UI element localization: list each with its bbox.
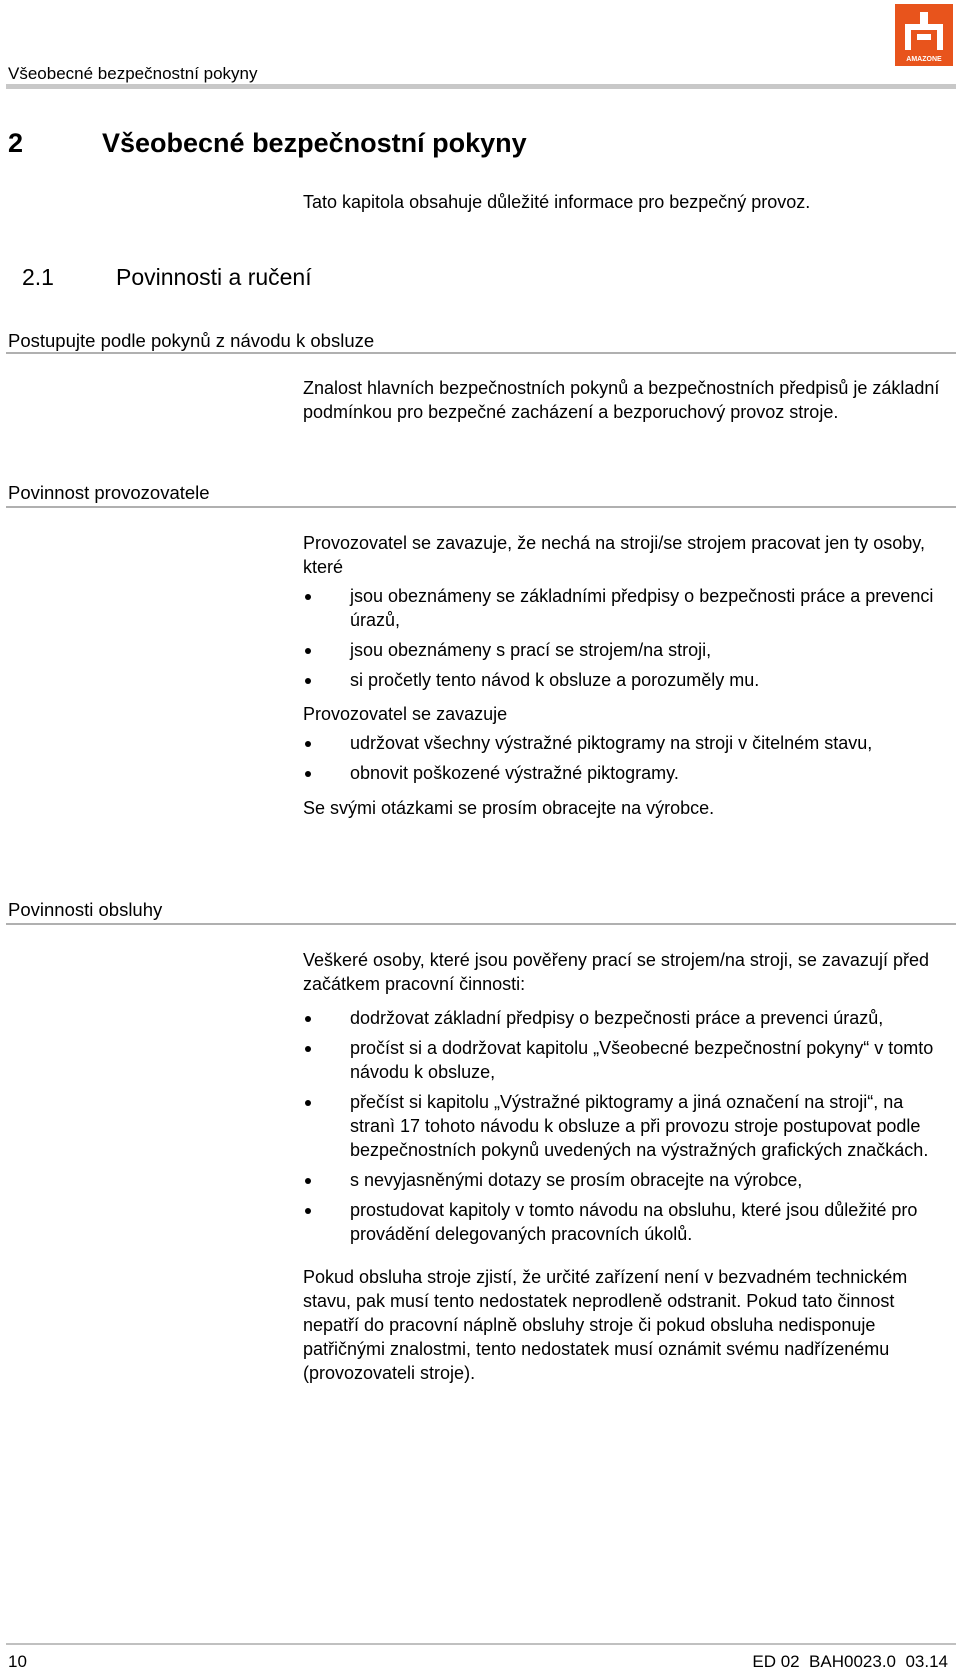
list-item: udržovat všechny výstražné piktogramy na stroji v čitelném stavu, bbox=[303, 731, 948, 755]
operator-obligation-content bbox=[303, 531, 948, 820]
paragraph: Provozovatel se zavazuje, že nechá na stroji/se strojem pracovat jen ty osoby, které bbox=[303, 533, 925, 577]
obey-instructions-text bbox=[303, 376, 948, 424]
bullet-list bbox=[303, 584, 948, 692]
bullet-list bbox=[303, 731, 948, 785]
chapter-number: 2 bbox=[8, 128, 24, 158]
page-number: 10 bbox=[8, 1652, 27, 1671]
paragraph: Provozovatel se zavazuje bbox=[303, 704, 508, 724]
chapter-intro: Tato kapitola obsahuje důležité informace pro bezpečný provoz. bbox=[303, 192, 811, 212]
list-item: jsou obeznámeny se základními předpisy o bezpečnosti práce a prevenci úrazů, bbox=[303, 584, 948, 632]
section-title: Povinnosti a ručení bbox=[116, 264, 312, 290]
operator-duties-content bbox=[303, 948, 948, 1385]
section-heading bbox=[22, 264, 312, 291]
amazone-logo bbox=[895, 4, 953, 66]
header-rule bbox=[6, 84, 956, 89]
bullet-list bbox=[303, 1006, 948, 1246]
list-item: si pročetly tento návod k obsluze a porozuměly mu. bbox=[303, 668, 948, 692]
list-item: dodržovat základní předpisy o bezpečnosti práce a prevenci úrazů, bbox=[303, 1006, 948, 1030]
side-heading-label: Postupujte podle pokynů z návodu k obsluze bbox=[8, 330, 375, 351]
side-heading-rule bbox=[6, 923, 956, 925]
side-heading-operator-obligation bbox=[8, 482, 958, 504]
side-heading-operator-duties bbox=[8, 899, 958, 921]
side-heading-rule bbox=[6, 352, 956, 354]
side-heading-obey-instructions bbox=[8, 330, 958, 352]
chapter-heading bbox=[8, 128, 527, 159]
section-number: 2.1 bbox=[22, 264, 54, 290]
list-item: prostudovat kapitoly v tomto návodu na obsluhu, které jsou důležité pro provádění delegovaných pracovních úkolů. bbox=[303, 1198, 948, 1246]
running-header-title: Všeobecné bezpečnostní pokyny bbox=[8, 64, 258, 83]
footer-rule bbox=[6, 1643, 956, 1645]
logo-text: AMAZONE bbox=[906, 56, 942, 63]
side-heading-label: Povinnost provozovatele bbox=[8, 482, 210, 503]
paragraph: Pokud obsluha stroje zjistí, že určité zařízení není v bezvadném technickém stavu, pak musí tento nedostatek neprodleně odstranit. Pokud tato činnost nepatří do pracovní náplně obsluhy stroje či pokud obsluha nedisponuje patřičnými znalostmi, tento nedostatek musí oznámit svému nadřízenému (provozovateli stroje). bbox=[303, 1267, 908, 1383]
list-item: přečíst si kapitolu „Výstražné piktogramy a jiná označení na stroji“, na stranì 17 tohoto návodu k obsluze a při provozu stroje postupovat podle bezpečnostních pokynů uvedených na výstražných grafických značkách. bbox=[303, 1090, 948, 1162]
paragraph: Se svými otázkami se prosím obracejte na výrobce. bbox=[303, 798, 715, 818]
amazone-logo-icon bbox=[895, 4, 953, 66]
paragraph: Veškeré osoby, které jsou pověřeny prací se strojem/na stroji, se zavazují před začátkem pracovní činnosti: bbox=[303, 950, 929, 994]
paragraph: Znalost hlavních bezpečnostních pokynů a bezpečnostních předpisů je základní podmínkou pro bezpečné zacházení a bezporuchový provoz stroje. bbox=[303, 378, 940, 422]
document-id: ED 02 BAH0023.0 03.14 bbox=[752, 1652, 948, 1671]
side-heading-rule bbox=[6, 506, 956, 508]
side-heading-label: Povinnosti obsluhy bbox=[8, 899, 163, 920]
list-item: pročíst si a dodržovat kapitolu „Všeobecné bezpečnostní pokyny“ v tomto návodu k obsluze, bbox=[303, 1036, 948, 1084]
list-item: obnovit poškozené výstražné piktogramy. bbox=[303, 761, 948, 785]
list-item: jsou obeznámeny s prací se strojem/na stroji, bbox=[303, 638, 948, 662]
list-item: s nevyjasněnými dotazy se prosím obracejte na výrobce, bbox=[303, 1168, 948, 1192]
chapter-title: Všeobecné bezpečnostní pokyny bbox=[102, 128, 527, 158]
